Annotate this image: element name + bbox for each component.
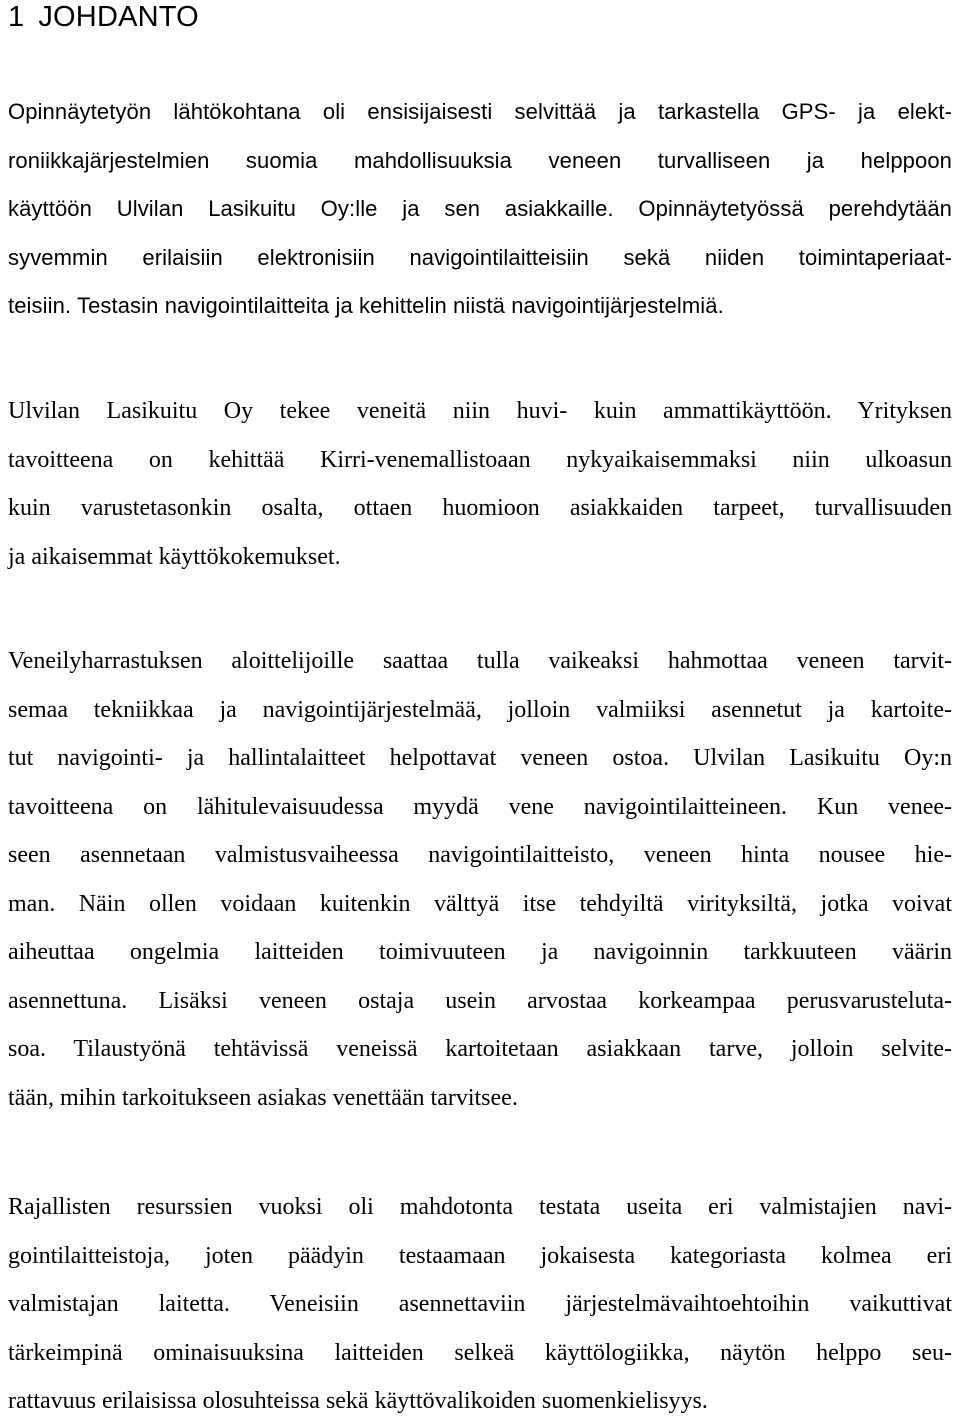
- chapter-title: JOHDANTO: [38, 1, 199, 33]
- paragraph-line: kuin varustetasonkin osalta, ottaen huomioon asiakkaiden tarpeet, turvallisuuden: [8, 495, 952, 521]
- paragraph-line: syvemmin erilaisiin elektronisiin navigointilaitteisiin sekä niiden toimintaperiaat-: [8, 244, 952, 270]
- paragraph-line: Opinnäytetyön lähtökohtana oli ensisijaisesti selvittää ja tarkastella GPS- ja elekt-: [8, 99, 952, 124]
- document-page: [8, 0, 952, 1414]
- paragraph-4: [8, 1183, 952, 1426]
- paragraph-line: käyttöön Ulvilan Lasikuitu Oy:lle ja sen asiakkaille. Opinnäytetyössä perehdytään: [8, 196, 952, 221]
- paragraph-line: tärkeimpinä ominaisuuksina laitteiden selkeä käyttölogiikka, näytön helppo seu-: [8, 1339, 952, 1366]
- paragraph-line: teisiin. Testasin navigointilaitteita ja kehittelin niistä navigointijärjestelmiä.: [8, 293, 724, 318]
- paragraph-line: valmistajan laitetta. Veneisiin asennettaviin järjestelmävaihtoehtoihin vaikuttivat: [8, 1291, 952, 1317]
- paragraph-line: Veneilyharrastuksen aloittelijoille saattaa tulla vaikeaksi hahmottaa veneen tarvit-: [8, 648, 952, 674]
- paragraph-1: [8, 88, 952, 331]
- chapter-heading: [8, 0, 952, 34]
- paragraph-line: Rajallisten resurssien vuoksi oli mahdotonta testata useita eri valmistajien navi-: [8, 1194, 952, 1220]
- paragraph-line: tavoitteena on kehittää Kirri-venemallistoaan nykyaikaisemmaksi niin ulkoasun: [8, 446, 952, 473]
- paragraph-line: tut navigointi- ja hallintalaitteet helpottavat veneen ostoa. Ulvilan Lasikuitu Oy:n: [8, 745, 952, 771]
- paragraph-line: roniikkajärjestelmien suomia mahdollisuuksia veneen turvalliseen ja helppoon: [8, 147, 952, 173]
- paragraph-3: [8, 637, 952, 1122]
- paragraph-line: seen asennetaan valmistusvaiheessa navigointilaitteisto, veneen hinta nousee hie-: [8, 842, 952, 868]
- paragraph-line: man. Näin ollen voidaan kuitenkin välttyä itse tehdyiltä virityksiltä, jotka voivat: [8, 890, 952, 917]
- chapter-number: 1: [8, 1, 25, 33]
- paragraph-line: tavoitteena on lähitulevaisuudessa myydä vene navigointilaitteineen. Kun venee-: [8, 793, 952, 820]
- paragraph-line: semaa tekniikkaa ja navigointijärjestelmää, jolloin valmiiksi asennetut ja kartoite-: [8, 696, 952, 723]
- paragraph-line: tään, mihin tarkoitukseen asiakas venettään tarvitsee.: [8, 1084, 518, 1111]
- paragraph-line: aiheuttaa ongelmia laitteiden toimivuuteen ja navigoinnin tarkkuuteen väärin: [8, 939, 952, 965]
- paragraph-line: soa. Tilaustyönä tehtävissä veneissä kartoitetaan asiakkaan tarve, jolloin selvite-: [8, 1036, 952, 1062]
- paragraph-line: rattavuus erilaisissa olosuhteissa sekä käyttövalikoiden suomenkielisyys.: [8, 1388, 708, 1414]
- paragraph-line: gointilaitteistoja, joten päädyin testaamaan jokaisesta kategoriasta kolmea eri: [8, 1242, 952, 1269]
- paragraph-line: Ulvilan Lasikuitu Oy tekee veneitä niin huvi- kuin ammattikäyttöön. Yrityksen: [8, 398, 952, 424]
- paragraph-line: asennettuna. Lisäksi veneen ostaja usein arvostaa korkeampaa perusvarusteluta-: [8, 987, 952, 1014]
- paragraph-line: ja aikaisemmat käyttökokemukset.: [8, 543, 341, 570]
- paragraph-2: [8, 387, 952, 581]
